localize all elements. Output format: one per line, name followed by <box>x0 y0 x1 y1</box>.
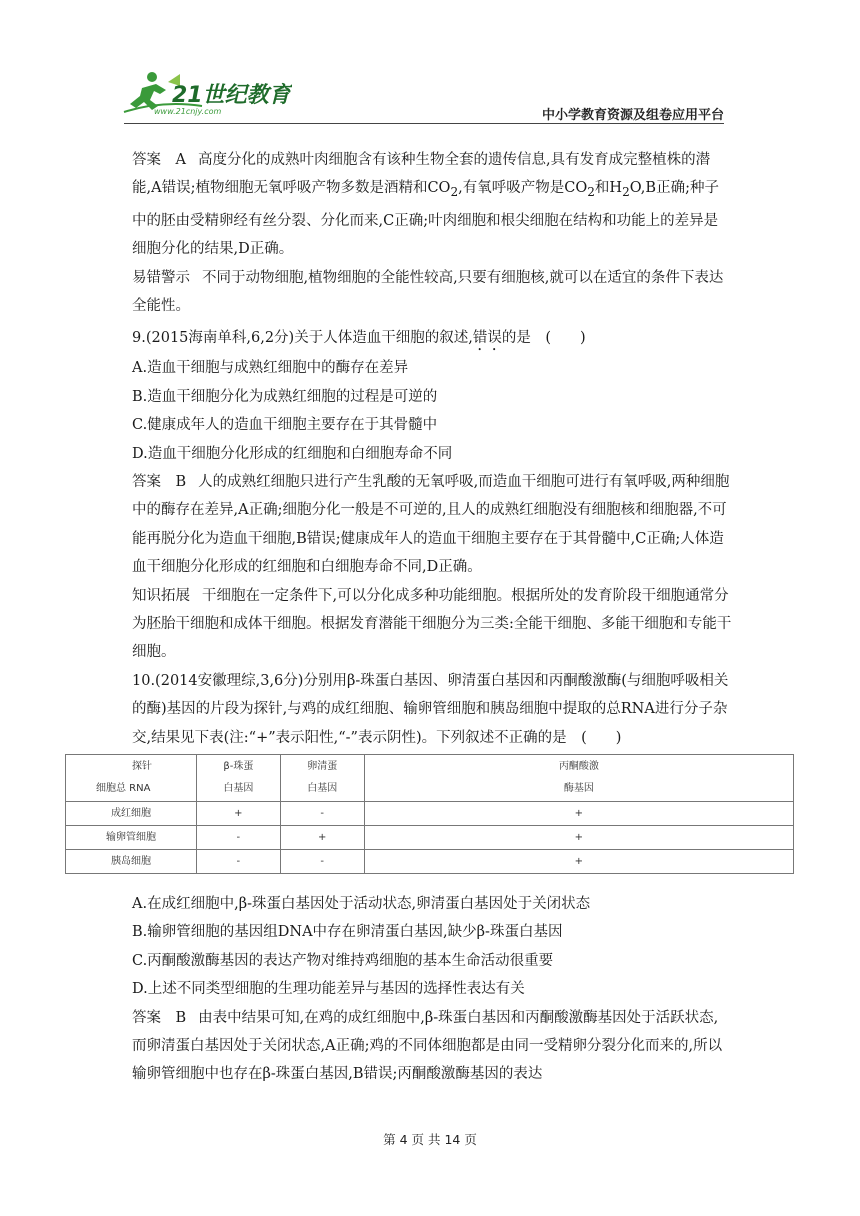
answer-text: 人的成熟红细胞只进行产生乳酸的无氧呼吸,而造血干细胞可进行有氧呼吸,两种细胞中的酶存在差异,A正确;细胞分化一般是不可逆的,且人的成熟红细胞没有细胞核和细胞器,不可能再脱分化为造血干细胞,B错误;健康成年人的造血干细胞主要存在于其骨髓中,C正确;人体造血干细胞分化形成的红细胞和白细胞寿命不同,D正确。 <box>132 473 730 576</box>
corner-bottom-label: 细胞总 RNA <box>96 783 151 795</box>
table-cell: + <box>364 850 793 874</box>
q9-option-b: B.造血干细胞分化为成熟红细胞的过程是可逆的 <box>132 388 438 405</box>
extension-label: 知识拓展 <box>132 587 190 604</box>
subscript: 2 <box>587 185 595 200</box>
page-number: 第 4 页 共 14 页 <box>383 1132 477 1147</box>
row-label: 输卵管细胞 <box>66 826 197 850</box>
answer-text: O,B正确;种子中的胚由受精卵经有丝分裂、分化而来,C正确;叶肉细胞和根尖细胞在结构和功能上的差异是细胞分化的结果,D正确。 <box>132 180 719 258</box>
question-stem: 的是 ( ) <box>501 330 586 347</box>
platform-title: 中小学教育资源及组卷应用平台 <box>541 108 724 123</box>
answer-text: 高度分化的成熟叶肉细胞含有该种生物全套的遗传信息,具有发育成完整植株的潜能,A错误;植物细胞无氧呼吸产物多数是酒精和CO <box>132 152 711 197</box>
corner-top-label: 探针 <box>132 761 152 773</box>
table-header-cell <box>280 755 364 802</box>
svg-text:21世纪教育: 21世纪教育 <box>172 83 291 108</box>
header-line: 白基因 <box>223 783 254 795</box>
page-header <box>0 0 860 130</box>
table-cell: + <box>280 826 364 850</box>
answer-label: 答案 B <box>132 473 187 490</box>
table-row <box>66 826 794 850</box>
q8-tip <box>132 264 732 321</box>
q8-answer <box>132 146 732 264</box>
svg-text:www.21cnjy.com: www.21cnjy.com <box>154 107 222 116</box>
table-header-row <box>66 755 794 802</box>
table-row <box>66 850 794 874</box>
table-header-cell <box>196 755 280 802</box>
table-cell: - <box>280 802 364 826</box>
q9-answer <box>132 468 732 582</box>
table-cell: + <box>364 826 793 850</box>
question-stem: 9.(2015海南单科,6,2分)关于人体造血干细胞的叙述, <box>132 330 473 347</box>
table-cell: - <box>280 850 364 874</box>
answer-text: ,有氧呼吸产物是CO <box>458 180 588 197</box>
q10-option-b: B.输卵管细胞的基因组DNA中存在卵清蛋白基因,缺少β-珠蛋白基因 <box>132 924 563 941</box>
table-cell: - <box>196 826 280 850</box>
table-cell: - <box>196 850 280 874</box>
q10-option-a: A.在成红细胞中,β-珠蛋白基因处于活动状态,卵清蛋白基因处于关闭状态 <box>132 896 591 913</box>
q10-option-d: D.上述不同类型细胞的生理功能差异与基因的选择性表达有关 <box>132 981 525 998</box>
q9-option-d: D.造血干细胞分化形成的红细胞和白细胞寿命不同 <box>132 445 453 462</box>
table-corner <box>66 755 197 802</box>
subscript: 2 <box>622 185 630 200</box>
answer-text: 由表中结果可知,在鸡的成红细胞中,β-珠蛋白基因和丙酮酸激酶基因处于活跃状态,而卵清蛋白基因处于关闭状态,A正确;鸡的不同体细胞都是由同一受精卵分裂分化而来的,所以输卵管细胞中也存在β-珠蛋白基因,B错误;丙酮酸激酶基因的表达 <box>132 1009 723 1083</box>
q9-option-c: C.健康成年人的造血干细胞主要存在于其骨髓中 <box>132 417 438 434</box>
table-cell: + <box>364 802 793 826</box>
header-divider <box>124 123 724 124</box>
table-cell: + <box>196 802 280 826</box>
answer-label: 答案 A <box>132 152 186 168</box>
row-label: 成红细胞 <box>66 802 197 826</box>
tip-label: 易错警示 <box>132 269 190 286</box>
answer-text: 和H <box>594 180 623 197</box>
header-line: 丙酮酸激 <box>558 761 599 773</box>
q9-option-a: A.造血干细胞与成熟红细胞中的酶存在差异 <box>132 360 409 377</box>
extension-text: 干细胞在一定条件下,可以分化成多种功能细胞。根据所处的发育阶段干细胞通常分为胚胎干细胞和成体干细胞。根据发育潜能干细胞分为三类:全能干细胞、多能干细胞和专能干细胞。 <box>132 587 732 661</box>
emphasized-word: 错误 <box>472 330 502 347</box>
table-row <box>66 802 794 826</box>
answer-label: 答案 B <box>132 1009 187 1026</box>
runner-logo-icon <box>122 68 292 118</box>
probe-table <box>65 754 794 874</box>
q10-stem: 10.(2014安徽理综,3,6分)分别用β-珠蛋白基因、卵清蛋白基因和丙酮酸激酶(与细胞呼吸相关的酶)基因的片段为探针,与鸡的成红细胞、输卵管细胞和胰岛细胞中提取的总RNA进行分子杂交,结果见下表(注:“+”表示阳性,“-”表示阴性)。下列叙述不正确的是 ( ) <box>132 672 729 746</box>
logo <box>122 68 292 118</box>
subscript: 2 <box>450 185 459 200</box>
page-content <box>96 146 732 1089</box>
tip-text: 不同于动物细胞,植物细胞的全能性较高,只要有细胞核,就可以在适宜的条件下表达全能性。 <box>132 269 724 314</box>
q9-stem <box>132 324 732 354</box>
table-header-cell <box>364 755 793 802</box>
header-line: 卵清蛋 <box>307 761 338 773</box>
q10-option-c: C.丙酮酸激酶基因的表达产物对维持鸡细胞的基本生命活动很重要 <box>132 952 554 969</box>
header-line: 白基因 <box>307 783 338 795</box>
q10-answer <box>132 1004 732 1089</box>
header-line: β-珠蛋 <box>223 761 254 773</box>
header-line: 酶基因 <box>563 783 594 795</box>
q9-extension <box>132 582 732 667</box>
row-label: 胰岛细胞 <box>66 850 197 874</box>
